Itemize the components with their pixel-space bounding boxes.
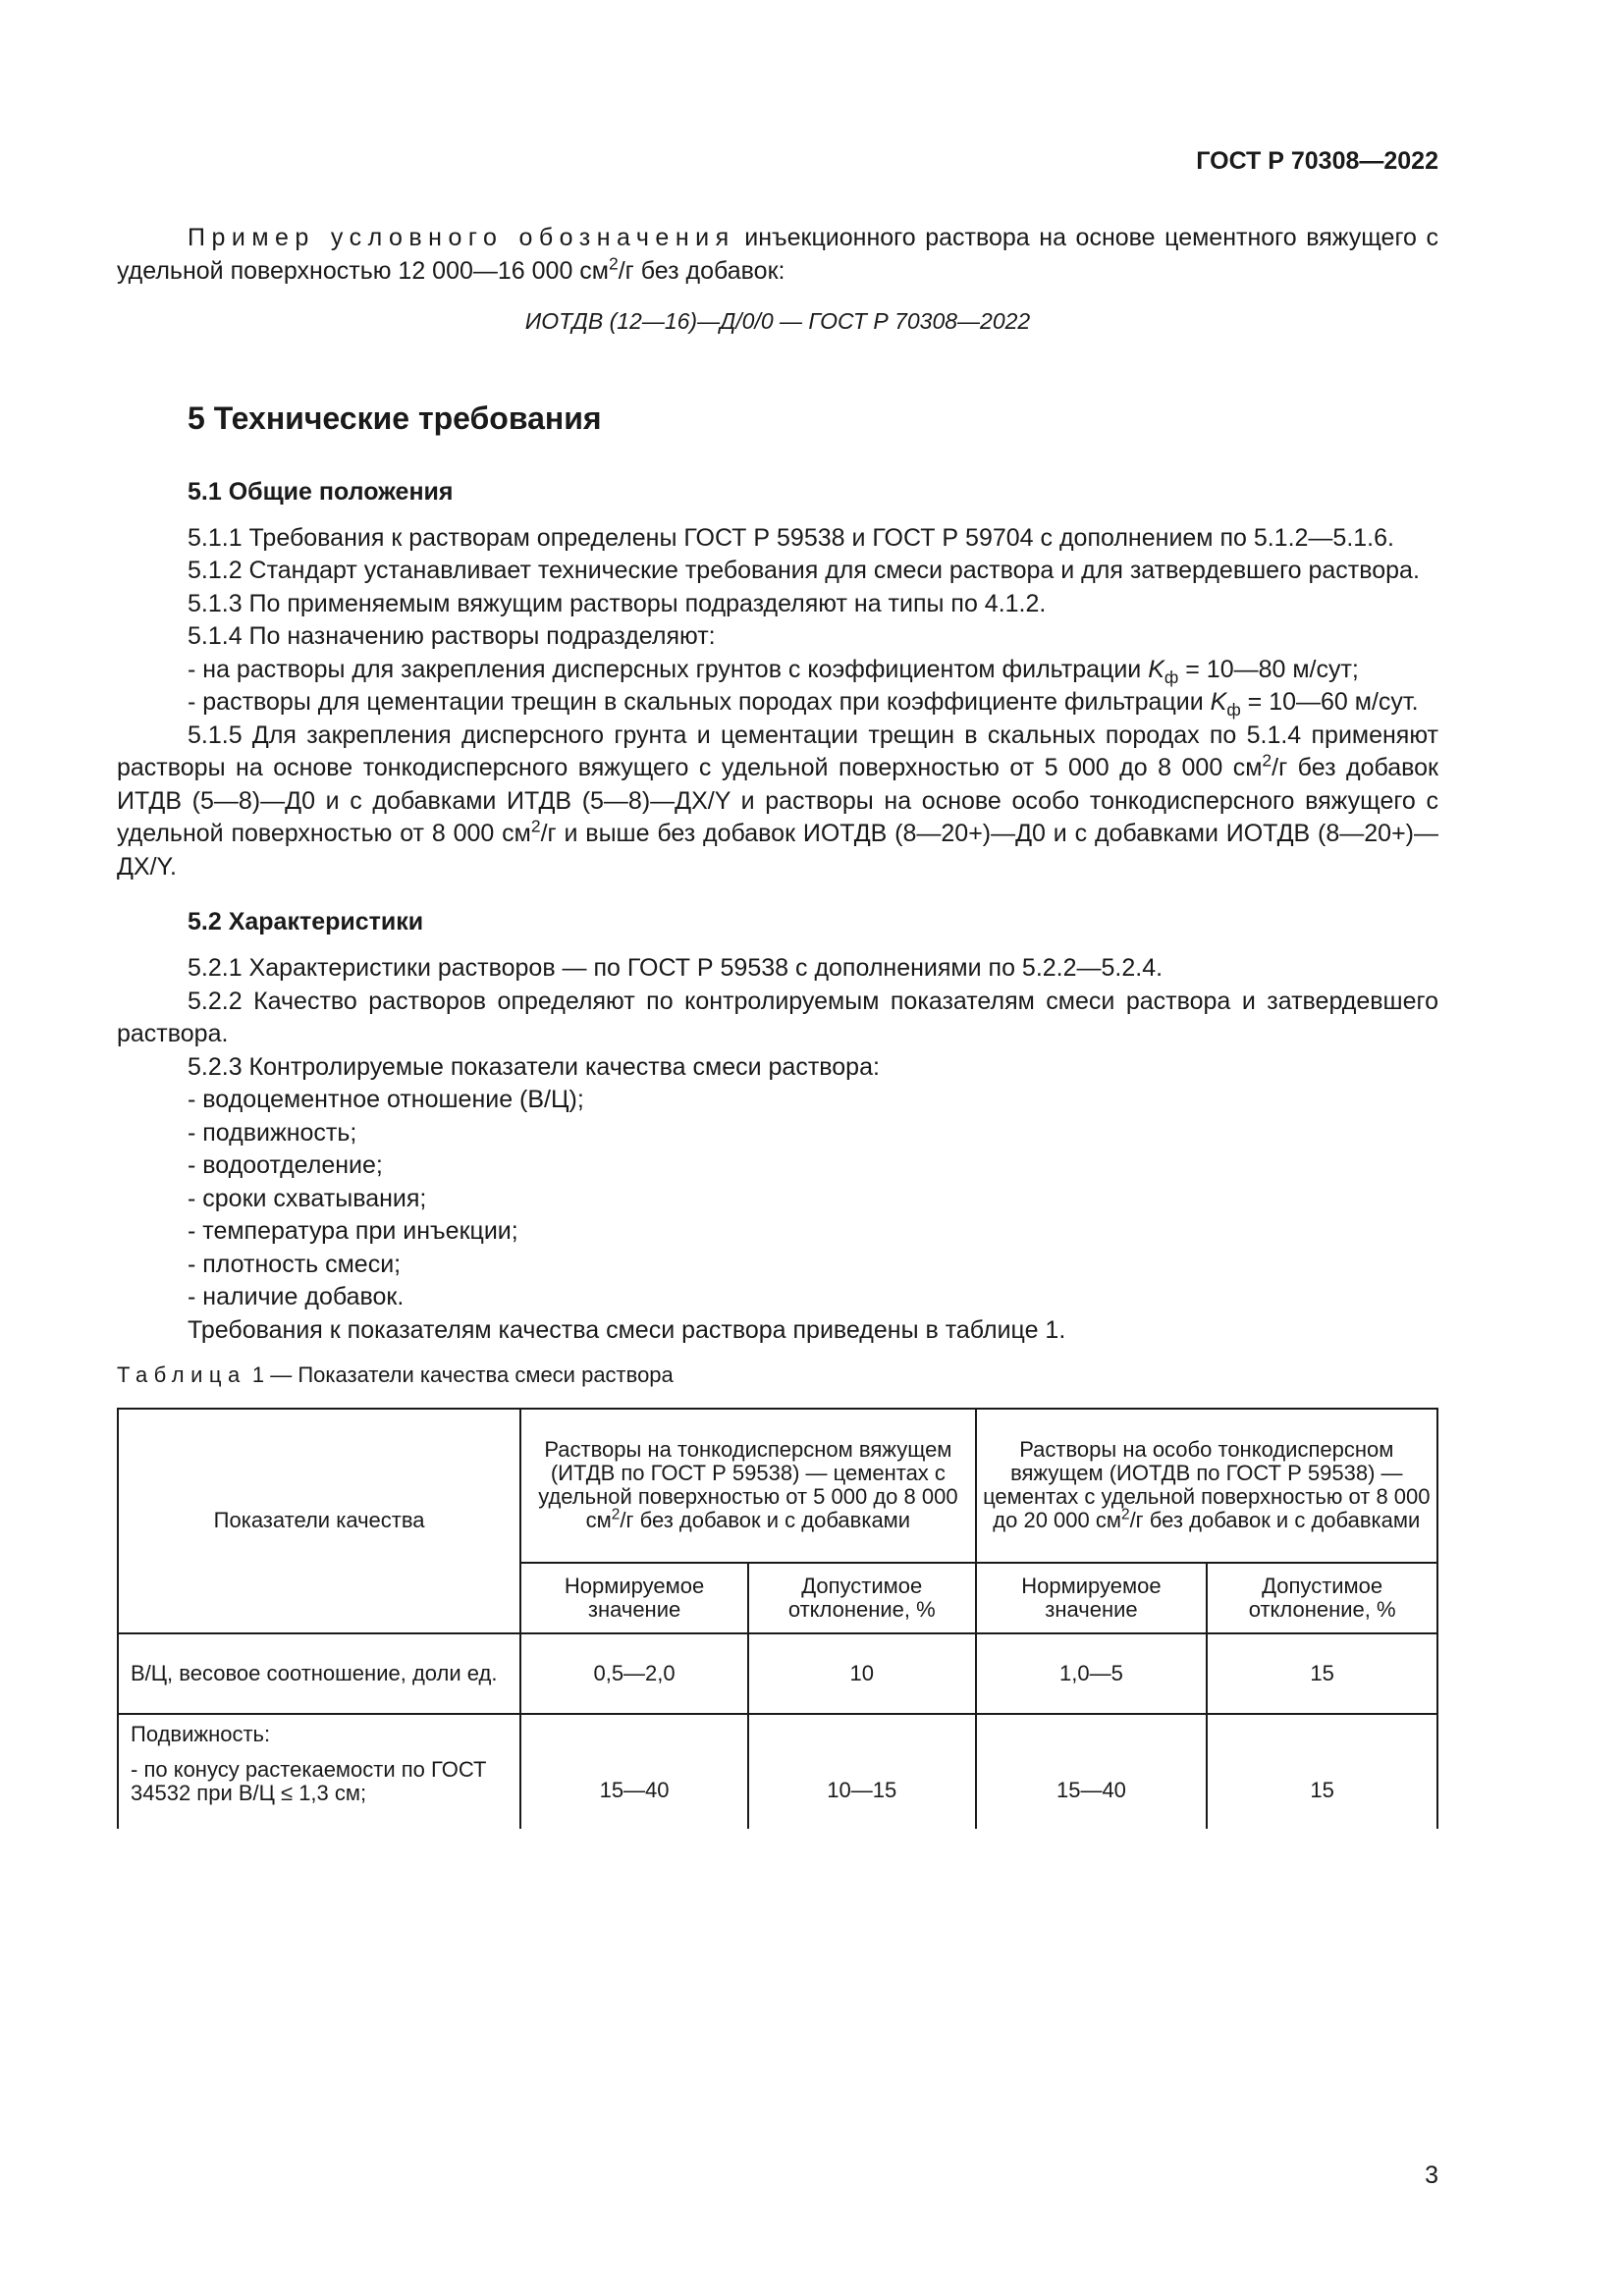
clause-5-1-4-item-2: - растворы для цементации трещин в скальных породах при коэффициенте фильтрации $K_ф$ = 10—60 м/сут. <box>188 688 1419 720</box>
clause-5-2-3: 5.2.3 Контролируемые показатели качества смеси раствора: <box>188 1052 880 1081</box>
header-quality: Показатели качества <box>118 1409 520 1633</box>
table-header-row <box>118 1409 1437 1563</box>
clause-5-2-2: 5.2.2 Качество растворов определяют по контролируемым показателям смеси раствора и затвердевшего раствора. <box>117 987 1438 1047</box>
table-cell: 15—40 <box>520 1714 748 1829</box>
header-group-itdv: Растворы на тонкодисперсном вяжущем (ИТДВ по ГОСТ Р 59538) — цементах с удельной поверхностью от 5 000 до 8 000 $см^2/г$ без добавок и с добавками <box>520 1409 975 1563</box>
table-cell: 10 <box>748 1633 976 1714</box>
table-cell: 15 <box>1207 1633 1437 1714</box>
subheader-deviation: Допустимое отклонение, % <box>1207 1563 1437 1633</box>
table-cell: 0,5—2,0 <box>520 1633 748 1714</box>
row-label: В/Ц, весовое соотношение, доли ед. <box>118 1633 520 1714</box>
page-number: 3 <box>1425 2162 1438 2189</box>
table-cell: 15—40 <box>976 1714 1208 1829</box>
designation-example: Пример условного обозначения инъекционного раствора на основе цементного вяжущего с удельной поверхностью 12 000—16 000 $см^2/г$ без добавок: <box>117 224 1438 285</box>
table-row-mobility <box>118 1714 1437 1829</box>
subheader-norm: Нормируемое значение <box>976 1563 1208 1633</box>
document-id-header: ГОСТ Р 70308—2022 <box>1196 147 1438 175</box>
quality-list-item: - наличие добавок. <box>188 1283 405 1310</box>
quality-list-item: - плотность смеси; <box>188 1250 402 1278</box>
mobility-heading: Подвижность: <box>131 1721 271 1746</box>
quality-list-item: - подвижность; <box>188 1118 357 1147</box>
header-group-iotdv: Растворы на особо тонкодисперсном вяжущем (ИОТДВ по ГОСТ Р 59538) — цементах с удельной поверхностью от 8 000 до 20 000 $см^2/г$ без добавок и с добавками <box>976 1409 1437 1563</box>
subheader-deviation: Допустимое отклонение, % <box>748 1563 976 1633</box>
section-5-title: 5 Технические требования <box>188 400 602 436</box>
example-label: Пример условного обозначения <box>188 224 735 251</box>
clause-5-2-1: 5.2.1 Характеристики растворов — по ГОСТ Р 59538 с дополнениями по 5.2.2—5.2.4. <box>188 954 1164 982</box>
clause-5-1-4-item-1: - на растворы для закрепления дисперсных грунтов с коэффициентом фильтрации $K_ф$ = 10—80 м/сут; <box>188 655 1359 687</box>
clause-5-1-5: 5.1.5 Для закрепления дисперсного грунта и цементации трещин в скальных породах по 5.1.4 применяют растворы на основе тонкодисперсного вяжущего с удельной поверхностью от 5 000 до 8 000 $см^2/г$ без добавок ИТДВ (5—8)—Д0 и с добавками ИТДВ (5—8)—ДХ/Y и растворы на основе особо тонкодисперсного вяжущего с удельной поверхностью от 8 000 $см^2/г$ и выше без добавок ИОТДВ (8—20+)—Д0 и с добавками ИОТДВ (8—20+)—ДХ/Y. <box>117 721 1439 881</box>
clause-5-1-3: 5.1.3 По применяемым вяжущим растворы подразделяют на типы по 4.1.2. <box>188 589 1047 617</box>
table-cell: 10—15 <box>748 1714 976 1829</box>
quality-table <box>117 1408 1438 1829</box>
quality-list-item: - температура при инъекции; <box>188 1217 518 1245</box>
subheader-norm: Нормируемое значение <box>520 1563 748 1633</box>
clause-5-1-2: 5.1.2 Стандарт устанавливает технические требования для смеси раствора и для затвердевшего раствора. <box>188 557 1420 584</box>
clause-5-1-1: 5.1.1 Требования к растворам определены ГОСТ Р 59538 и ГОСТ Р 59704 с дополнением по 5.1.2—5.1.6. <box>188 523 1394 552</box>
row-label <box>118 1714 520 1829</box>
section-5-2-title: 5.2 Характеристики <box>188 908 424 935</box>
quality-list-item: - сроки схватывания; <box>188 1184 427 1212</box>
table-row-water-cement <box>118 1633 1437 1714</box>
mobility-sub-label: - по конусу растекаемости по ГОСТ 34532 при В/Ц ≤ 1,3 см; <box>131 1756 487 1805</box>
table-reference: Требования к показателям качества смеси раствора приведены в таблице 1. <box>188 1315 1066 1344</box>
page-content <box>117 222 1438 1829</box>
clause-5-1-4: 5.1.4 По назначению растворы подразделяют: <box>188 622 716 650</box>
quality-list-item: - водоцементное отношение (В/Ц); <box>188 1086 584 1113</box>
section-5-1-title: 5.1 Общие положения <box>188 477 454 506</box>
table-cell: 1,0—5 <box>976 1633 1208 1714</box>
table-cell: 15 <box>1207 1714 1437 1829</box>
table-caption: Таблица 1 — Показатели качества смеси раствора <box>117 1362 674 1387</box>
designation-formula: ИОТДВ (12—16)—Д/0/0 — ГОСТ Р 70308—2022 <box>524 308 1031 334</box>
quality-list-item: - водоотделение; <box>188 1151 383 1179</box>
